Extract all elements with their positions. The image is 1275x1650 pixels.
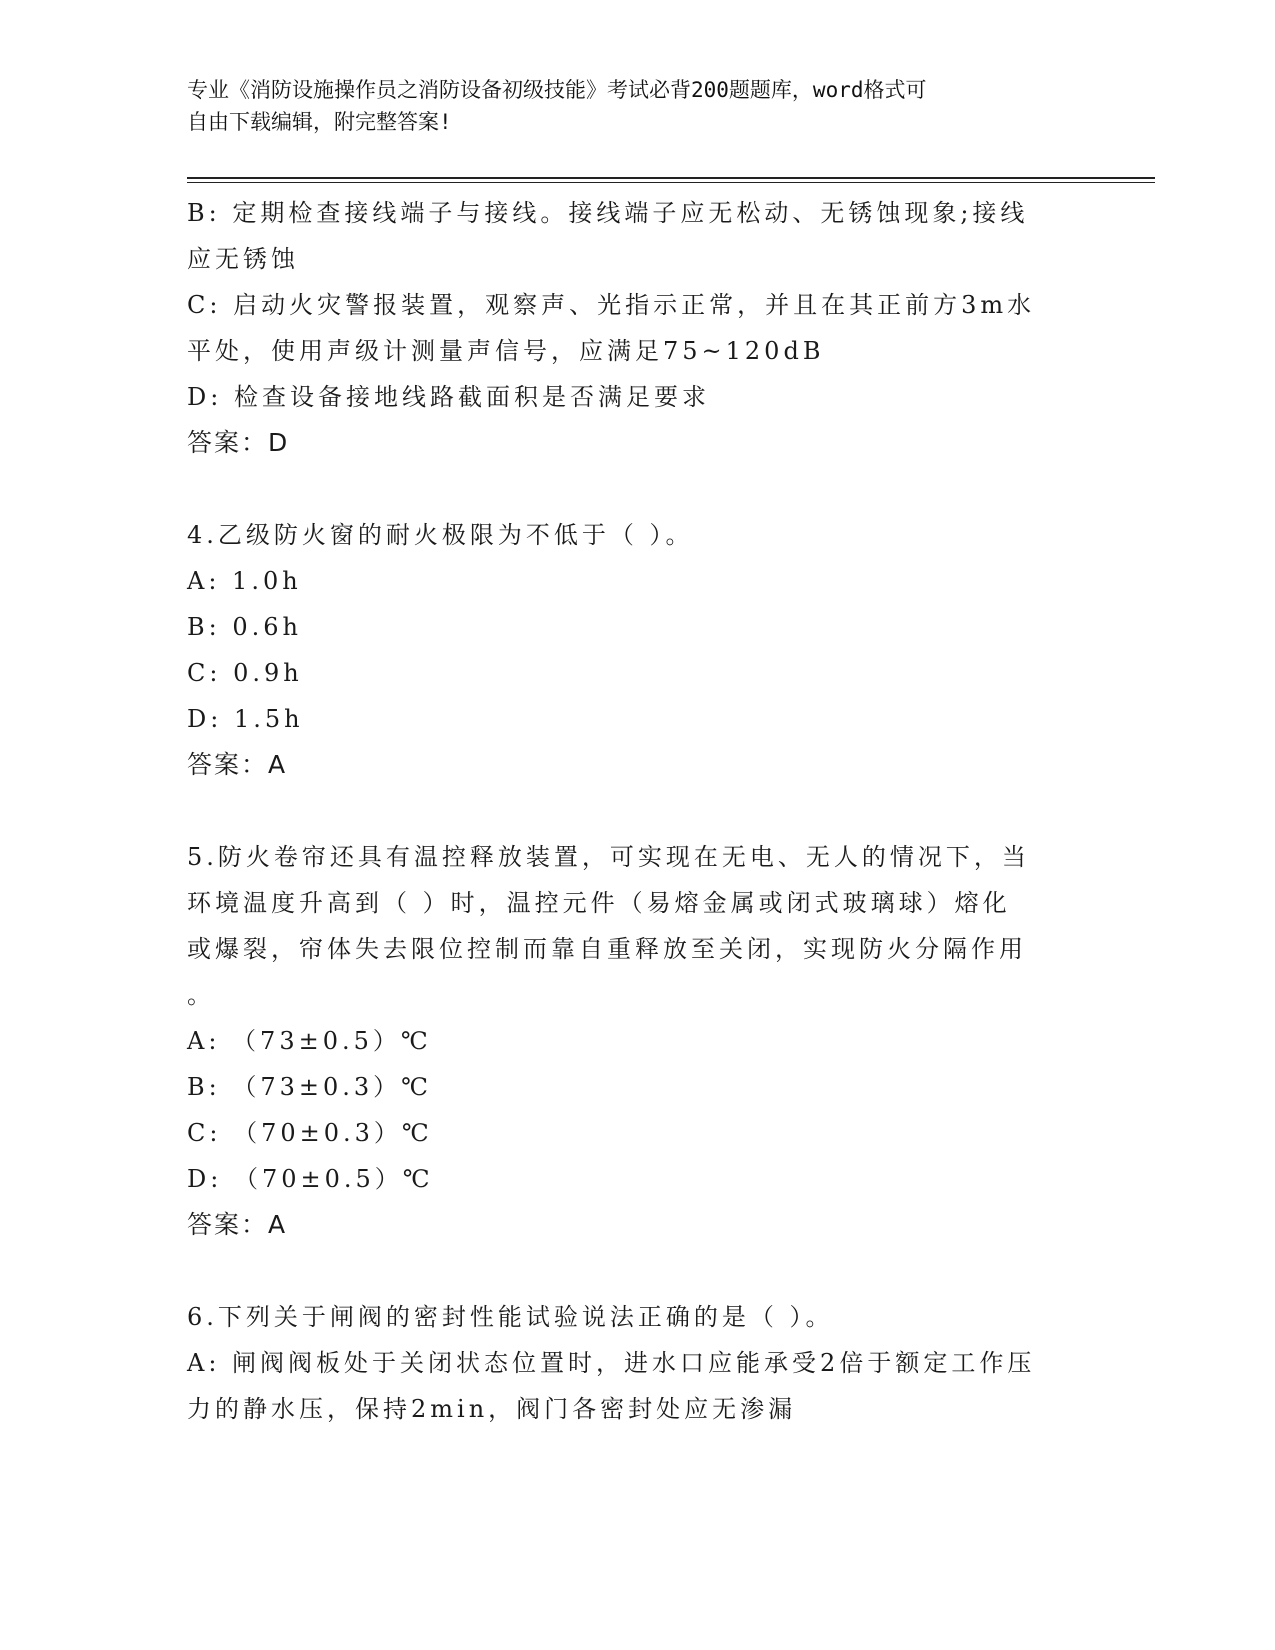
option-c-line-2: 平处，使用声级计测量声信号，应满足75~120dB <box>187 337 825 365</box>
question-text-line-3: 或爆裂，帘体失去限位控制而靠自重释放至关闭，实现防火分隔作用 <box>187 935 1027 963</box>
header-divider-thin <box>187 182 1155 183</box>
option-c: C: （70±0.3）℃ <box>187 1119 433 1147</box>
answer: 答案：A <box>187 1210 288 1239</box>
option-b-line-1: B: 定期检查接线端子与接线。接线端子应无松动、无锈蚀现象;接线 <box>187 199 1029 227</box>
option-b: B: 0.6h <box>187 613 302 641</box>
option-b-line-2: 应无锈蚀 <box>187 245 299 273</box>
question-text-line-2: 环境温度升高到（ ）时，温控元件（易熔金属或闭式玻璃球）熔化 <box>187 889 1011 917</box>
question-text: 6.下列关于闸阀的密封性能试验说法正确的是（ ）。 <box>187 1303 834 1331</box>
option-a-line-2: 力的静水压，保持2min，阀门各密封处应无渗漏 <box>187 1395 797 1423</box>
document-header <box>187 74 1067 138</box>
option-a-line-1: A: 闸阀阀板处于关闭状态位置时，进水口应能承受2倍于额定工作压 <box>187 1349 1036 1377</box>
option-c: C: 0.9h <box>187 659 303 687</box>
option-a: A: 1.0h <box>187 567 302 595</box>
question-4 <box>187 512 1067 788</box>
question-5 <box>187 834 1067 1248</box>
header-divider-thick <box>187 177 1155 179</box>
option-d: D: 检查设备接地线路截面积是否满足要求 <box>187 383 710 411</box>
option-a: A: （73±0.5）℃ <box>187 1027 432 1055</box>
option-c-line-1: C: 启动火灾警报装置，观察声、光指示正常，并且在其正前方3m水 <box>187 291 1036 319</box>
document-body <box>187 190 1067 1432</box>
option-d: D: 1.5h <box>187 705 304 733</box>
answer: 答案：A <box>187 750 288 779</box>
header-line-1: 专业《消防设施操作员之消防设备初级技能》考试必背200题题库，word格式可 <box>187 78 927 102</box>
option-b: B: （73±0.3）℃ <box>187 1073 433 1101</box>
option-d: D: （70±0.5）℃ <box>187 1165 434 1193</box>
question-text-line-1: 5.防火卷帘还具有温控释放装置，可实现在无电、无人的情况下，当 <box>187 843 1030 871</box>
question-text-line-4: 。 <box>187 981 215 1009</box>
question-text: 4.乙级防火窗的耐火极限为不低于（ ）。 <box>187 521 694 549</box>
question-3-continued <box>187 190 1067 466</box>
answer: 答案：D <box>187 428 290 457</box>
header-line-2: 自由下载编辑，附完整答案! <box>187 110 452 134</box>
question-6 <box>187 1294 1067 1432</box>
